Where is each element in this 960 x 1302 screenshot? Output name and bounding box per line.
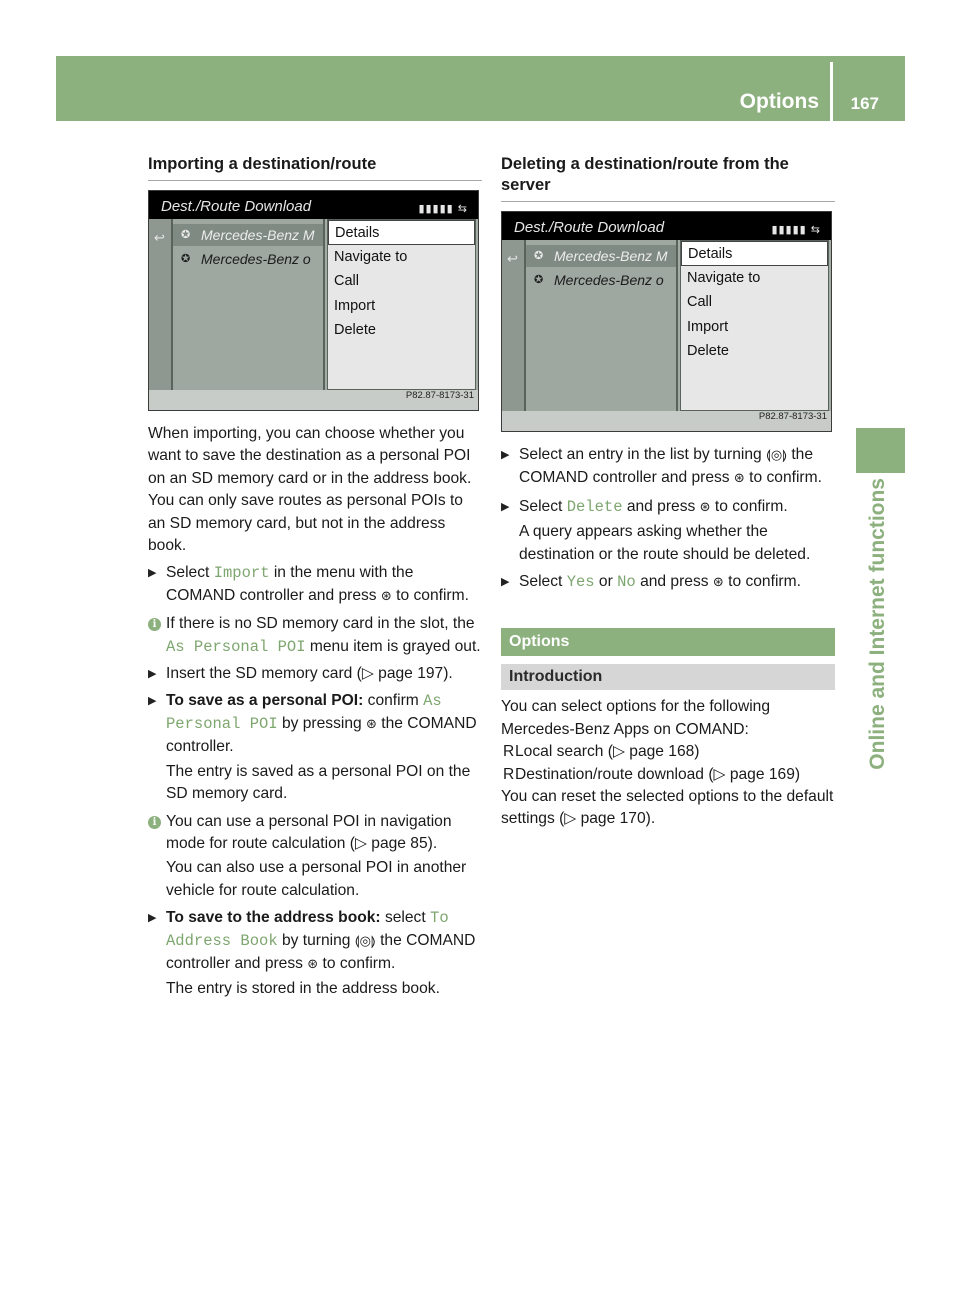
- menu-code: As Personal POI: [166, 637, 306, 656]
- step-select-yes-no: ▶ Select Yes or No and press ⊛ to confirm.: [501, 571, 835, 594]
- screen-footer: [502, 411, 831, 431]
- left-column: [148, 154, 482, 1001]
- screen-menu-item: Import: [334, 297, 376, 314]
- screen-entry: ✪ Mercedes-Benz M: [526, 245, 676, 267]
- page-number: 167: [850, 94, 879, 113]
- note-no-sd-card: i If there is no SD memory card in the slot, the As Personal POI menu item is grayed out.: [148, 613, 482, 658]
- info-icon: i: [148, 816, 161, 829]
- turn-icon: ⟬◎⟭: [354, 933, 376, 949]
- side-tab-marker: [856, 428, 905, 473]
- pin-icon: ✪: [181, 253, 191, 265]
- step-result: The entry is stored in the address book.: [166, 980, 440, 998]
- intro-paragraph: When importing, you can choose whether you want to save the destination as a personal POI on an SD memory card or in the address book. You can only save routes as personal POIs to an SD memory card, but not in the address book.: [148, 425, 472, 555]
- screen-menu-item: Navigate to: [687, 269, 761, 286]
- step-select-entry: ▶ Select an entry in the list by turning ⟬◎⟭ the COMAND controller and press ⊛ to confirm.: [501, 446, 822, 487]
- step-arrow-icon: ▶: [501, 576, 510, 589]
- screen-title-bar: [149, 191, 478, 219]
- press-icon: ⊛: [733, 471, 745, 487]
- introduction-heading-band: Introduction: [501, 664, 835, 690]
- step-arrow-icon: ▶: [148, 668, 157, 681]
- step-arrow-icon: ▶: [501, 449, 510, 461]
- screen-menu-item: Call: [334, 273, 359, 289]
- note-detail: You can also use a personal POI in another vehicle for route calculation.: [166, 859, 467, 899]
- screen-title-bar: [502, 212, 831, 240]
- header-bar: [56, 56, 905, 121]
- screen-entry-list: [526, 240, 678, 411]
- heading-importing: Importing a destination/route: [148, 154, 482, 181]
- step-arrow-icon: ▶: [501, 500, 510, 513]
- step-arrow-icon: ▶: [148, 567, 157, 580]
- note-personal-poi: i You can use a personal POI in navigation mode for route calculation (▷ page 85). You can also use a personal POI in another vehicle for route calculation.: [148, 811, 482, 903]
- menu-code: Delete: [566, 497, 623, 516]
- bullet-icon: R: [503, 743, 515, 761]
- screen-menu-item: Navigate to: [334, 248, 408, 265]
- pin-icon: ✪: [534, 274, 544, 286]
- screen-menu-item: Details: [681, 241, 828, 266]
- signal-icon: ▮▮▮▮▮ ⇆: [418, 203, 468, 215]
- screen-menu-item: Import: [687, 318, 729, 335]
- screen-entry: ✪ Mercedes-Benz M: [173, 224, 323, 246]
- press-icon: ⊛: [366, 716, 377, 732]
- pin-icon: ✪: [534, 250, 544, 262]
- back-icon: ↩: [507, 251, 518, 266]
- menu-code: Import: [213, 564, 270, 583]
- step-result: The entry is saved as a personal POI on the SD memory card.: [166, 762, 471, 803]
- bullet-icon: R: [503, 765, 515, 783]
- screen-back-panel: [149, 219, 173, 390]
- pin-icon: ✪: [181, 229, 191, 241]
- screen-menu: [680, 240, 829, 411]
- press-icon: ⊛: [307, 956, 319, 972]
- step-select-delete: ▶ Select Delete and press ⊛ to confirm. A query appears asking whether the destination or the route should be deleted.: [501, 496, 835, 566]
- press-icon: ⊛: [380, 588, 392, 604]
- header-divider: [830, 62, 833, 121]
- menu-code: To Address Book: [166, 909, 449, 950]
- screen-entry: ✪ Mercedes-Benz o: [173, 248, 323, 270]
- screen-title: Dest./Route Download: [161, 198, 312, 215]
- press-icon: ⊛: [699, 499, 711, 515]
- section-title: Options: [739, 90, 819, 113]
- step-arrow-icon: ▶: [148, 695, 157, 708]
- menu-code: No: [617, 573, 636, 592]
- screen-back-panel: [502, 240, 526, 411]
- options-heading-band: Options: [501, 628, 835, 656]
- turn-icon: ⟬◎⟭: [766, 448, 788, 463]
- screen-menu-item: Delete: [687, 343, 729, 359]
- step-save-poi: ▶ To save as a personal POI: confirm As Personal POI by pressing ⊛ the COMAND controller. The entry is saved as a personal POI on the SD memory card.: [148, 690, 482, 805]
- step-result: A query appears asking whether the destination or the route should be deleted.: [519, 523, 811, 563]
- screen-menu-item: Details: [328, 220, 475, 245]
- back-icon: ↩: [154, 230, 165, 245]
- step-save-address-book: ▶ To save to the address book: select To Address Book by turning ⟬◎⟭ the COMAND controller and press ⊛ to confirm. The entry is stored in the address book.: [148, 907, 482, 1001]
- chapter-label: Online and Internet functions: [866, 478, 889, 770]
- right-column: [501, 154, 835, 831]
- menu-code: As Personal POI: [166, 692, 442, 733]
- screen-footer: [149, 390, 478, 410]
- screen-entry-list: [173, 219, 325, 390]
- press-icon: ⊛: [712, 575, 724, 591]
- list-item: R Destination/route download (▷ page 169): [501, 764, 835, 786]
- screen-menu-item: Delete: [334, 322, 376, 338]
- screen-entry: ✪ Mercedes-Benz o: [526, 269, 676, 291]
- options-reset-text: You can reset the selected options to the default settings (▷ page 170).: [501, 788, 834, 828]
- image-code: P82.87-8173-31: [405, 389, 474, 401]
- step-arrow-icon: ▶: [148, 912, 157, 925]
- screen-menu: [327, 219, 476, 390]
- step-select-import: ▶ Select Import in the menu with the COMAND controller and press ⊛ to confirm.: [148, 564, 469, 604]
- options-intro: You can select options for the following Mercedes-Benz Apps on COMAND:: [501, 698, 771, 738]
- image-code: P82.87-8173-31: [758, 410, 827, 422]
- heading-deleting: Deleting a destination/route from the server: [501, 154, 835, 202]
- menu-code: Yes: [566, 573, 595, 592]
- list-item: R Local search (▷ page 168): [501, 741, 835, 763]
- screen-illustration: [501, 211, 832, 432]
- screen-illustration: [148, 190, 479, 411]
- screen-title: Dest./Route Download: [514, 219, 665, 236]
- screen-menu-item: Call: [687, 294, 712, 310]
- step-insert-sd: ▶ Insert the SD memory card (▷ page 197).: [148, 663, 482, 685]
- info-icon: i: [148, 618, 161, 631]
- signal-icon: ▮▮▮▮▮ ⇆: [771, 224, 821, 236]
